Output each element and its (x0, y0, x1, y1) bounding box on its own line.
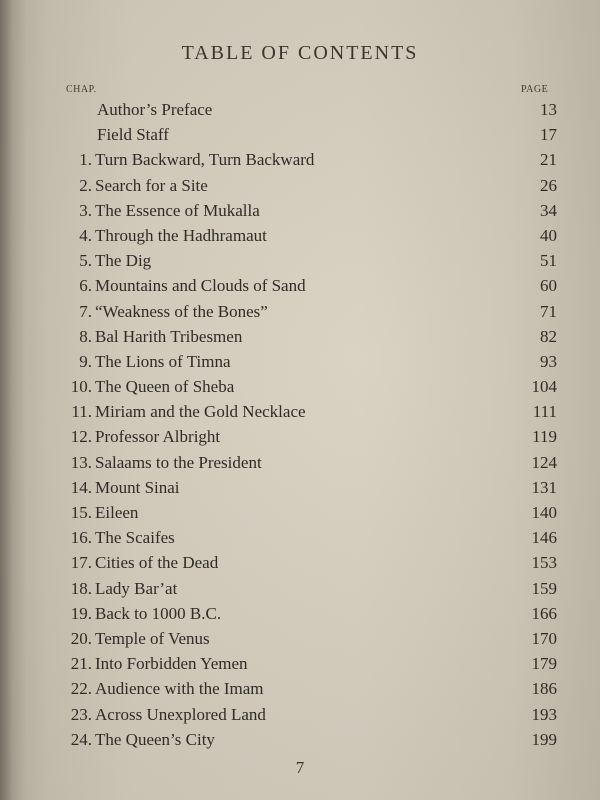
chapter-number: 20. (70, 628, 92, 648)
chapter-title: Bal Harith Tribesmen (95, 326, 243, 346)
chapter-page: 159 (531, 578, 557, 598)
toc-entry (0, 625, 600, 650)
chapter-number: 6. (79, 276, 92, 296)
chapter-page: 40 (540, 225, 557, 245)
chapter-number: 10. (70, 377, 92, 397)
chapter-number: 18. (70, 578, 92, 598)
chapter-title: Lady Bar’at (95, 578, 178, 598)
toc-entry (0, 197, 600, 222)
toc-entry (0, 272, 600, 297)
chapter-title: “Weakness of the Bones” (95, 301, 268, 321)
toc-entry (0, 650, 600, 675)
chapter-title: Search for a Site (95, 175, 208, 195)
toc-entry (0, 348, 600, 373)
toc-entry (0, 524, 600, 549)
chapter-title: The Queen’s City (95, 729, 215, 749)
chapter-page: 104 (531, 377, 557, 397)
chapter-page: 26 (540, 175, 557, 195)
chapter-number: 8. (79, 326, 92, 346)
chapter-title: Audience with the Imam (95, 679, 264, 699)
chapter-number: 16. (70, 528, 92, 548)
chapter-title: Eileen (95, 503, 139, 522)
chapter-title: The Lions of Timna (95, 351, 231, 371)
chapter-page: 111 (532, 402, 557, 422)
chapter-number: 23. (70, 704, 92, 724)
chapter-title: The Queen of Sheba (95, 377, 235, 397)
toc-entry (0, 121, 600, 146)
chapter-title: Temple of Venus (95, 628, 210, 648)
chapter-page: 153 (531, 553, 557, 573)
chapter-title: Cities of the Dead (95, 553, 219, 573)
chapter-number: 24. (70, 729, 92, 749)
toc-entry (0, 499, 600, 524)
chapter-page: 199 (531, 729, 557, 749)
chapter-number: 5. (79, 251, 92, 271)
chapter-number: 14. (70, 477, 92, 497)
chapter-title: The Dig (95, 251, 152, 271)
chapter-page: 119 (532, 427, 557, 447)
page-number: 7 (295, 758, 305, 777)
chapter-title: Into Forbidden Yemen (95, 654, 248, 674)
toc-entry (0, 222, 600, 247)
chapter-number: 3. (79, 200, 92, 220)
chapter-title: Back to 1000 B.C. (95, 603, 222, 623)
chapter-title: Mountains and Clouds of Sand (95, 276, 306, 296)
toc-entry (0, 449, 600, 474)
toc-entry (0, 549, 600, 574)
chapter-page: 170 (531, 628, 557, 648)
toc-entry (0, 675, 600, 700)
chapter-page: 124 (531, 452, 557, 472)
chapter-page: 140 (531, 503, 557, 522)
toc-entry (0, 726, 600, 751)
chapter-page: 17 (540, 125, 557, 145)
chapter-title: Turn Backward, Turn Backward (95, 150, 315, 170)
chapter-number: 21. (70, 654, 92, 674)
chapter-title: The Essence of Mukalla (95, 200, 260, 220)
chapter-page: 71 (540, 301, 557, 321)
chapter-number: 1. (79, 150, 92, 170)
chapter-title: Through the Hadhramaut (95, 225, 267, 245)
chapter-page: 193 (531, 704, 557, 724)
chapter-title: Miriam and the Gold Necklace (95, 402, 306, 422)
chapter-number: 12. (70, 427, 92, 447)
chapter-page: 34 (540, 200, 557, 220)
chapter-number: 4. (79, 225, 92, 245)
toc-entry (0, 146, 600, 171)
chapter-number: 7. (79, 301, 92, 321)
chapter-page: 60 (540, 276, 557, 296)
toc-entry (0, 96, 600, 121)
toc-entry (0, 600, 600, 625)
chapter-page: 146 (531, 528, 557, 548)
page-column-header: PAGE (521, 84, 549, 95)
chapter-page: 186 (531, 679, 557, 699)
toc-entry (0, 575, 600, 600)
toc-entry (0, 373, 600, 398)
chapter-number: 15. (70, 503, 92, 522)
chapter-title: Professor Albright (95, 427, 221, 447)
chapter-page: 82 (540, 326, 557, 346)
chapter-page: 93 (540, 351, 557, 371)
chapter-title: Field Staff (97, 125, 169, 145)
chapter-page: 131 (531, 477, 557, 497)
chapter-page: 166 (531, 603, 557, 623)
chapter-number: 17. (70, 553, 92, 573)
chapter-number: 2. (79, 175, 92, 195)
chapter-title: Salaams to the President (95, 452, 262, 472)
chapter-number: 22. (70, 679, 92, 699)
toc-entry (0, 474, 600, 499)
toc-entry (0, 398, 600, 423)
chapter-page: 21 (540, 150, 557, 170)
toc-entry (0, 701, 600, 726)
chapter-title: Author’s Preface (97, 100, 213, 119)
chapter-title: Mount Sinai (95, 477, 180, 497)
chapter-number: 9. (79, 351, 92, 371)
chapter-title: Across Unexplored Land (95, 704, 266, 724)
chapter-number: 11. (71, 402, 92, 422)
page-title: TABLE OF CONTENTS (181, 42, 419, 64)
contents-list (0, 96, 600, 751)
chapter-number: 13. (70, 452, 92, 472)
toc-entry (0, 423, 600, 448)
chapter-page: 51 (540, 251, 557, 271)
chapter-page: 13 (540, 100, 557, 119)
chapter-number: 19. (70, 603, 92, 623)
chapter-title: The Scaifes (95, 528, 175, 548)
toc-entry (0, 172, 600, 197)
chapter-column-header: CHAP. (66, 84, 97, 95)
toc-entry (0, 247, 600, 272)
toc-entry (0, 298, 600, 323)
chapter-page: 179 (531, 654, 557, 674)
toc-entry (0, 323, 600, 348)
